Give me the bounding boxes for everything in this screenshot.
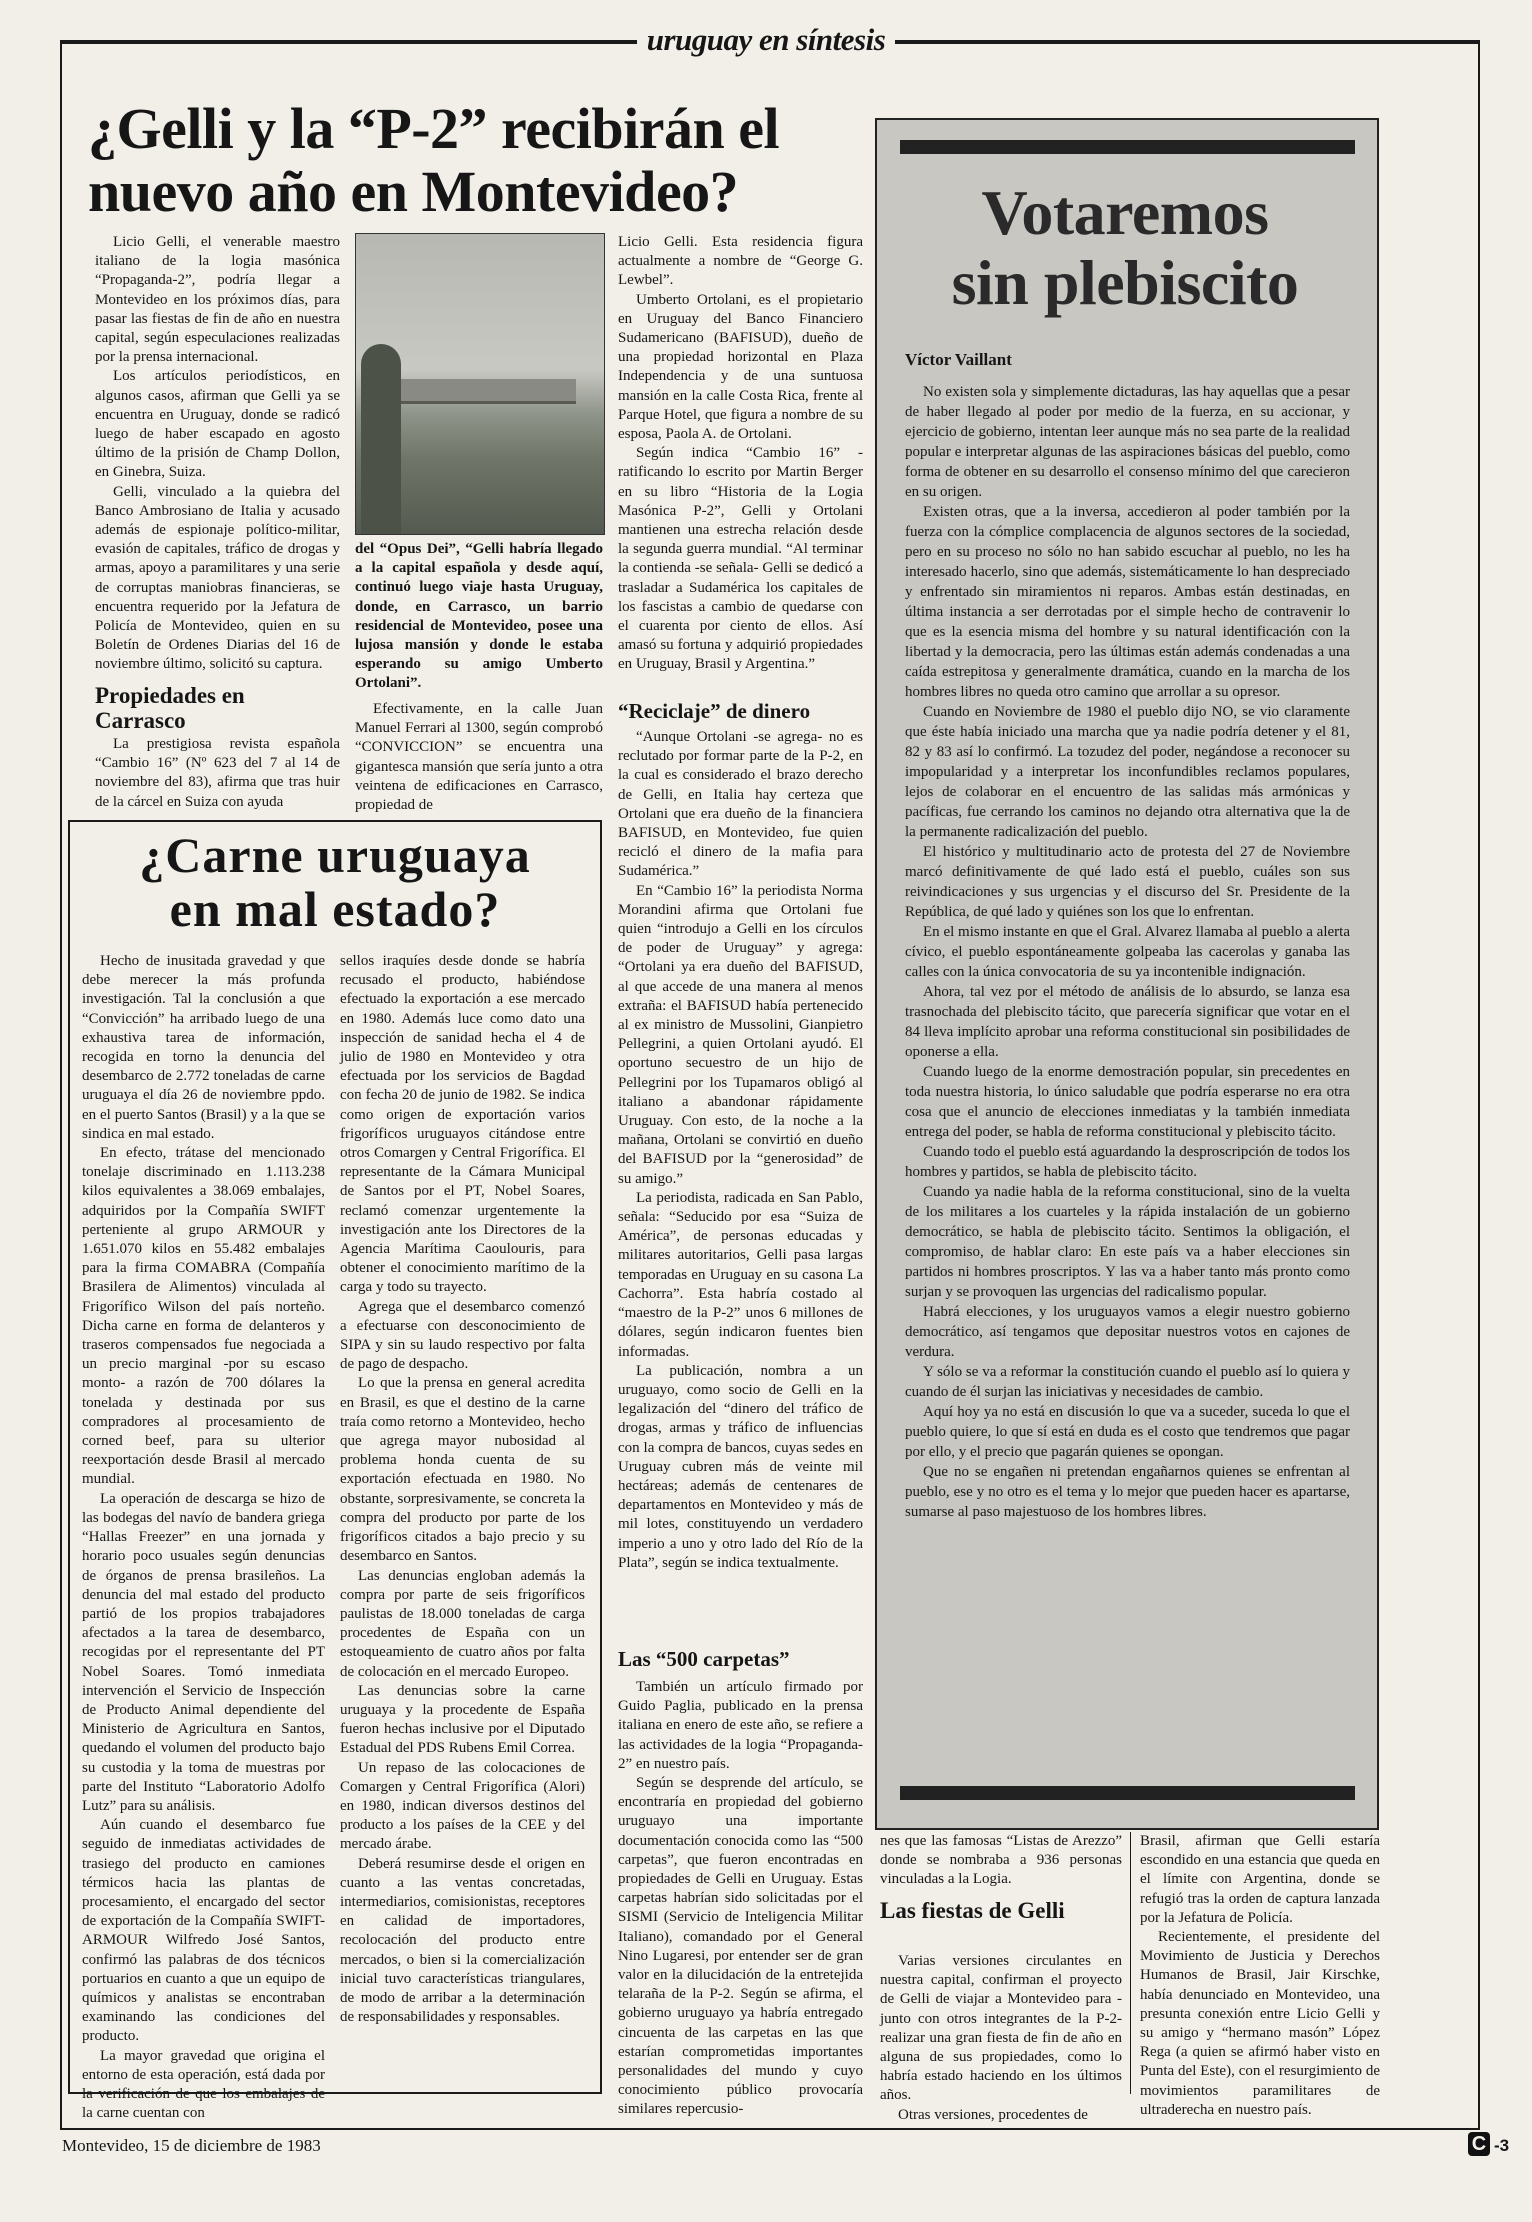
votaremos-headline-2: sin plebiscito	[951, 247, 1299, 318]
paragraph: Umberto Ortolani, es el propietario en Uruguay del Banco Financiero Sudamericano (BAFISUD), dueño de una propiedad horizontal en Plaza Independencia y de una suntuosa mansión en la calle Costa Rica, frente al Parque Hotel, que figura a nombre de su esposa, Paola A. de Ortolani.	[618, 291, 863, 443]
paragraph: La prestigiosa revista española “Cambio 16” (Nº 623 del 7 al 14 de noviembre del 83), afirma que tras huir de la cárcel en Suiza con ayuda	[95, 736, 340, 810]
paragraph: Gelli, vinculado a la quiebra del Banco Ambrosiano de Italia y acusado además de espionaje político-militar, evasión de capitales, tráfico de drogas y armas, apoyo a paramilitares y una serie de corruptas maniobras financieras, se encuentra requerido por la Jefatura de Policía de Montevideo, quien en su Boletín de Ordenes Diarias del 16 de noviembre último, solicitó su captura.	[95, 483, 340, 673]
paragraph: Agrega que el desembarco comenzó a efectuarse con desconocimiento de SIPA y sin su laudo respectivo por falta de pago de despacho.	[340, 1298, 585, 1373]
paragraph: Deberá resumirse desde el origen en cuanto a las ventas concretadas, intermediarios, comisionistas, receptores en calidad de importadores, recolocación del producto entre mercados, o bien si la comercialización inicial tuvo características triangulares, de modo de arribar a la determinación de responsabilidades y responsables.	[340, 1855, 585, 2026]
paragraph: Cuando luego de la enorme demostración popular, sin precedentes en toda nuestra historia, lo único saludable que podría esperarse no era otra cosa que el anuncio de elecciones inmediatas y la también inmediata entrega del poder, se habla de reforma constitucional y plebiscito tácito.	[905, 1064, 1350, 1140]
paragraph: En “Cambio 16” la periodista Norma Morandini afirma que Ortolani fue quien “introdujo a Gelli en los círculos de poder de Uruguay” y agrega: “Ortolani ya era dueño del BAFISUD, al que accede de una manera al menos extraña: el BAFISUD había pertenecido al ex ministro de Mussolini, Gianpietro Pellegrini, a quien Ortolani ayudó. El oportuno secuestro de un hijo de Pellegrini por los Tupamaros obligó al italiano a abandonar rápidamente Uruguay. Con esto, de la noche a la mañana, Ortolani se convirtió en dueño del BAFISUD por la “generosidad” de su amigo.”	[618, 882, 863, 1187]
subheading-propiedades: Propiedades en Carrasco	[95, 683, 245, 734]
votaremos-headline-1: Votaremos	[981, 177, 1269, 248]
paragraph: La publicación, nombra a un uruguayo, como socio de Gelli en la legalización del “dinero del tráfico de drogas, armas y tráfico de influencias con la compra de bancos, cuyas sedes en Uruguay cubren más de veinte mil hectáreas; además de centenares de departamentos en Montevideo y más de mil lotes, constituyendo un verdadero imperio a uno y otro lado del Río de la Plata”, según se indica textualmente.	[618, 1362, 863, 1571]
paragraph: La operación de descarga se hizo de las bodegas del navío de bandera griega “Hallas Freezer” en una jornada y horario poco usuales según denuncias de órganos de prensa brasileños. La denuncia del mal estado del producto partió de los propios trabajadores afectados a la tarea de desembarco, recogidas por el representante del PT Nobel Soares. Tomó inmediata intervención el Servicio de Inspección de Producto Animal dependiente del Ministerio de Agricultura en Santos, quedando el volumen del producto bajo su custodia y la toma de muestras por parte del Instituto “Laboratorio Adolfo Lutz” para su análisis.	[82, 1490, 325, 1814]
subheading-carpetas: Las “500 carpetas”	[618, 1647, 790, 1671]
paragraph: Según indica “Cambio 16” -ratificando lo escrito por Martin Berger en su libro “Historia de la Logia Masónica P-2”, Gelli y Ortolani mantienen una estrecha relación desde la segunda guerra mundial. “Al terminar la contienda -se señala- Gelli se dedicó a trasladar a Sudamérica los capitales de los fascistas a cambio de quedarse con el cuarenta por ciento de ellos. Así amasó su fortuna y adquirió propiedades en Uruguay, Brasil y Argentina.”	[618, 445, 863, 673]
top-bar	[900, 140, 1355, 154]
gelli-col1	[95, 233, 340, 675]
paragraph: Las denuncias sobre la carne uruguaya y la procedente de España fueron hechas inclusive por el Diputado Estadual del PDS Rubens Emil Correa.	[340, 1682, 585, 1757]
gelli-col4b	[880, 1952, 1122, 2125]
paragraph: También un artículo firmado por Guido Paglia, publicado en la prensa italiana en enero de este año, se refiere a las actividades de la logia “Propaganda-2” en nuestro país.	[618, 1679, 863, 1772]
gelli-col4	[880, 1832, 1122, 1890]
paragraph: La mayor gravedad que origina el entorno de esta operación, está dada por la verificación de que los embalajes de la carne cuentan con	[82, 2047, 325, 2122]
tree-shape	[361, 344, 401, 534]
paragraph: La periodista, radicada en San Pablo, señala: “Seducido por esa “Suiza de América”, de personas educadas y militares autoritarios, Gelli pasa largas temporadas en Uruguay en su casona La Cachorra”. Esta habría costado al “maestro de la P-2” unos 6 millones de dólares, según indicaron fuentes bien informadas.	[618, 1189, 863, 1360]
paragraph: En el mismo instante en que el Gral. Alvarez llamaba al pueblo a alerta cívico, el pueblo espontáneamente golpeaba las cacerolas y ganaba las calles con la única convocatoria de su ya incontenible indignación.	[905, 924, 1350, 980]
paragraph: Licio Gelli, el venerable maestro italiano de la logia masónica “Propaganda-2”, podría llegar a Montevideo en los próximos días, para pasar las fiestas de fin de año en nuestra capital, según especulaciones realizadas por la prensa internacional.	[95, 234, 340, 366]
roof-shape	[386, 379, 576, 404]
paragraph: Un repaso de las colocaciones de Comargen y Central Frigorífica (Alori) en 1980, indican diversos destinos del producto a los países de la CEE y del mercado árabe.	[340, 1759, 585, 1853]
gelli-col3b	[618, 728, 863, 1573]
paragraph: Y sólo se va a reformar la constitución cuando el pueblo así lo quiera y cuando de él surjan las iniciativas y necesidades de cambio.	[905, 1364, 1350, 1400]
carne-col2	[340, 952, 585, 2027]
paragraph: Efectivamente, en la calle Juan Manuel Ferrari al 1300, según comprobó “CONVICCION” se encuentra una gigantesca mansión que sería junto a otra veintena de edificaciones en Carrasco, propiedad de	[355, 701, 603, 814]
paragraph: Ahora, tal vez por el método de análisis de lo absurdo, se lanza esa trasnochada del plebiscito tácito, que parecería significar que votar en el 84 lleva implícito aprobar una reforma constitucional sin posibilidades de oponerse a ella.	[905, 984, 1350, 1060]
gelli-col3c	[618, 1678, 863, 2120]
paragraph: “Aunque Ortolani -se agrega- no es reclutado por formar parte de la P-2, en la cual es considerado el brazo derecho de Gelli, en Italia hay certeza que Ortolani que era dueño de la financiera BAFISUD, en Montevideo, fue quien recicló el dinero de la mafia para Sudamérica.”	[618, 729, 863, 880]
bottom-border-rule	[60, 2128, 1480, 2130]
bottom-bar	[900, 1786, 1355, 1800]
section-title-text: uruguay en síntesis	[637, 22, 896, 57]
subheading-reciclaje: “Reciclaje” de dinero	[618, 699, 811, 723]
paragraph: Lo que la prensa en general acredita en Brasil, es que el destino de la carne traía como retorno a Montevideo, hecho que agrega mayor nubosidad al problema honda cuenta de su exportación efectuada en 1980. No obstante, sorpresivamente, se concreta la compra del producto por parte de los frigoríficos citados a bajo precio y su desembarco en Santos.	[340, 1375, 585, 1565]
paragraph: Existen otras, que a la inversa, accedieron al poder también por la fuerza con la cómplice complacencia de algunos sectores de la sociedad, pero en su proceso no sólo no han sabido escuchar al pueblo, no les ha interesado hacerlo, sino que además, sistemáticamente lo han despreciado y enfrentado sin miramientos ni reparos. Ambas están destinadas, en última instancia a ser derrotadas por el simple hecho de contravenir lo que es la esencia misma del hombre y su natural identificación con la libertad y la democracia, pero las últimas están además condenadas a una caída estrepitosa y generalmente dramática, cuando en la marcha de los hombres libres no queda otro camino que arrollar a su opresor.	[905, 504, 1350, 700]
paragraph: Varias versiones circulantes en nuestra capital, confirman el proyecto de Gelli de viajar a Montevideo para -junto con otros integrantes de la P-2- realizar una gran fiesta de fin de año en alguna de sus propiedades, como lo habría estado haciendo en los últimos años.	[880, 1953, 1122, 2104]
carne-headline-1: ¿Carne uruguaya	[139, 827, 531, 883]
paragraph: sellos iraquíes desde donde se habría recusado el producto, habiéndose efectuado la exportación a ese mercado en 1980. Además luce como dato una inspección de sanidad hecha el 4 de julio de 1980 en Montevideo y otra efectuada por los servicios de Bagdad con fecha 20 de junio de 1982. Se indica como origen de exportación varios frigoríficos uruguayos citándose entre otros Comargen y Central Frigorífica. El representante de la Cámara Municipal de Santos por el PT, Nobel Soares, reclamó comenzar urgentemente la investigación ante los Directores de la Agencia Marítima Caoulouris, para obtener el conocimiento marítimo de la carga y todo su trayecto.	[340, 953, 585, 1296]
paragraph: En efecto, trátase del mencionado tonelaje discriminado en 1.113.238 kilos equivalentes a 38.069 embalajes, adquiridos por la Compañía SWIFT perteniente al grupo ARMOUR y 1.651.070 kilos en 55.482 embalajes para la firma COMABRA (Compañía Brasilera de Alimentos) vinculada al Frigorífico Wilson del país norteño. Dicha carne en forma de delanteros y traseros compensados fue negociada a un precio marginal -por su escaso monto- a razón de 700 dólares la tonelada y destinada por sus compradores al procesamiento de corned beef, para su ulterior reexportación desde Brasil al mercado mundial.	[82, 1145, 325, 1488]
right-border-rule	[1478, 40, 1480, 2130]
paragraph: nes que las famosas “Listas de Arezzo” donde se nombraba a 936 personas vinculadas a la Logia.	[880, 1833, 1122, 1888]
paragraph: Habrá elecciones, y los uruguayos vamos a elegir nuestro gobierno democrático, así tengamos que depositar nuestros votos en cajones de verdura.	[905, 1304, 1350, 1360]
paragraph: El histórico y multitudinario acto de protesta del 27 de Noviembre marcó definitivamente de qué lado está el pueblo, cuáles son sus reivindicaciones y sus urgencias y el discurso del Sr. Presidente de la República, de qué lado y quiénes son los que lo enfrentan.	[905, 844, 1350, 920]
magazine-logo: C	[1468, 2132, 1490, 2156]
author: Víctor Vaillant	[905, 350, 1012, 369]
paragraph: Brasil, afirman que Gelli estaría escondido en una estancia que queda en el límite con Argentina, donde se refugió tras la orden de captura lanzada por la Jefatura de Policía.	[1140, 1833, 1380, 1926]
carne-col1	[82, 952, 325, 2123]
gelli-col1b	[95, 735, 340, 812]
gelli-col2b	[355, 700, 603, 815]
paragraph: Cuando en Noviembre de 1980 el pueblo dijo NO, se vio claramente que éste había iniciado una marcha que ya nadie podría detener y el 81, 82 y 83 así lo confirmó. La tozudez del poder, negándose a reconocer su impopularidad y a interpretar los inconfundibles reclamos populares, lejos de colaborar en el encuentro de las salidas más armónicas y pacíficas, fue cerrando los caminos no dejando otra alternativa que la de la permanente radicalización del pueblo.	[905, 704, 1350, 840]
footer-dateline: Montevideo, 15 de diciembre de 1983	[62, 2136, 321, 2155]
paragraph: No existen sola y simplemente dictaduras, las hay aquellas que a pesar de haber llegado al poder por medio de la fuerza, en su accionar, y ejercicio de gobierno, intentan leer aunque más no sea parte de la realidad popular e interpretar algunas de las aspiraciones básicas del pueblo, como forma de obtener en su desarrollo el consenso mínimo del que carecieron en su origen.	[905, 384, 1350, 500]
paragraph: Cuando ya nadie habla de la reforma constitucional, sino de la vuelta de los militares a los cuarteles y la rápida instalación de un gobierno democrático, se habla de plebiscito tácito. Sentimos la obligación, el compromiso, de hablar claro: En este país va a haber elecciones sin partidos ni hombres proscriptos. Y las va a haber tanto más pronto como surjan y se provoquen las urgencias del radicalismo popular.	[905, 1184, 1350, 1300]
paragraph: Las denuncias engloban además la compra por parte de seis frigoríficos paulistas de 18.000 toneladas de carga procedentes de España con un estoqueamiento de cuatro años por falta de colocación en el mercado Europeo.	[340, 1567, 585, 1680]
carne-headline-2: en mal estado?	[169, 881, 501, 937]
votaremos-body	[905, 382, 1350, 1522]
paragraph: Recientemente, el presidente del Movimiento de Justicia y Derechos Humanos de Brasil, Jair Kirschke, había denunciado en Montevideo, una presunta conexión entre Licio Gelli y su amigo y “hermano masón” López Rega (a quien se afirmó haber visto en Punta del Este), con el resurgimiento de movimientos paramilitares de ultraderecha en nuestro país.	[1140, 1929, 1380, 2118]
left-border-rule	[60, 40, 62, 2130]
paragraph: Aún cuando el desembarco fue seguido de inmediatas actividades de trasiego del producto en camiones térmicos hacia las plantas de procesamiento, el encargado del sector de exportación de la Compañía SWIFT-ARMOUR Wilfredo José Santos, confirmó las palabras de dos técnicos portuarios en cuanto a que un equipo de químicos y analistas se encontraban examinando las condiciones del producto.	[82, 1817, 325, 2045]
section-title	[0, 22, 1532, 58]
paragraph: Los artículos periodísticos, en algunos casos, afirman que Gelli ya se encuentra en Uruguay, donde se radicó luego de haber escapado en agosto último de la prisión de Champ Dollon, en Ginebra, Suiza.	[95, 368, 340, 481]
page-number: -3	[1494, 2136, 1510, 2155]
column-divider	[1130, 1832, 1131, 2094]
photo-caption: del “Opus Dei”, “Gelli habría llegado a la capital española y desde aquí, continuó luego viaje hasta Uruguay, donde, en Carrasco, un barrio residencial de Montevideo, posee una lujosa mansión y donde le estaba esperando su amigo Umberto Ortolani”.	[355, 541, 603, 692]
gelli-headline: ¿Gelli y la “P-2” recibirán el nuevo año en Montevideo?	[88, 96, 780, 224]
paragraph: Según se desprende del artículo, se encontraría en propiedad del gobierno uruguayo una importante documentación conocida como las “500 carpetas”, que fueron encontradas en propiedades de Gelli en Uruguay. Estas carpetas habrían sido solicitadas por el SISMI (Servicio de Inteligencia Militar Italiano), comandado por el General Nino Lugaresi, por entender ser de gran valor en la dilucidación de la entretejida telaraña de la P-2. Según se afirma, el gobierno uruguayo ya habría entregado cincuenta de las carpetas en las que estarían comprometidas importantes personalidades del mundo y cuyo conocimiento público provocaría similares repercusio-	[618, 1775, 863, 2118]
gelli-col5	[1140, 1832, 1380, 2120]
paragraph: Cuando todo el pueblo está aguardando la desproscripción de todos los hombres y partidos, se habla de plebiscito tácito.	[905, 1144, 1350, 1180]
paragraph: Hecho de inusitada gravedad y que debe merecer la más profunda investigación. Tal la conclusión a que “Convicción” ha arribado luego de una exhaustiva tarea de información, recogida en torno la denuncia del desembarco de 2.772 toneladas de carne uruguaya el día 26 de noviembre ppdo. en el puerto Santos (Brasil) y a la que se sindica en mal estado.	[82, 953, 325, 1142]
mansion-photo	[355, 233, 605, 535]
paragraph: Que no se engañen ni pretendan engañarnos quienes se enfrentan al pueblo, ese y no otro es el tema y lo mejor que pueden hacer es apartarse, sumarse al paso majestuoso de los hombres libres.	[905, 1464, 1350, 1520]
subheading-fiestas: Las fiestas de Gelli	[880, 1898, 1065, 1923]
gelli-col3	[618, 233, 863, 675]
paragraph: Aquí hoy ya no está en discusión lo que va a suceder, suceda lo que el pueblo quiere, lo que sí está en duda es el costo que tendremos que pagar por ello, y el precio que pagarán quienes se opongan.	[905, 1404, 1350, 1460]
paragraph: Otras versiones, procedentes de	[898, 2106, 1088, 2123]
paragraph: Licio Gelli. Esta residencia figura actualmente a nombre de “George G. Lewbel”.	[618, 234, 863, 289]
